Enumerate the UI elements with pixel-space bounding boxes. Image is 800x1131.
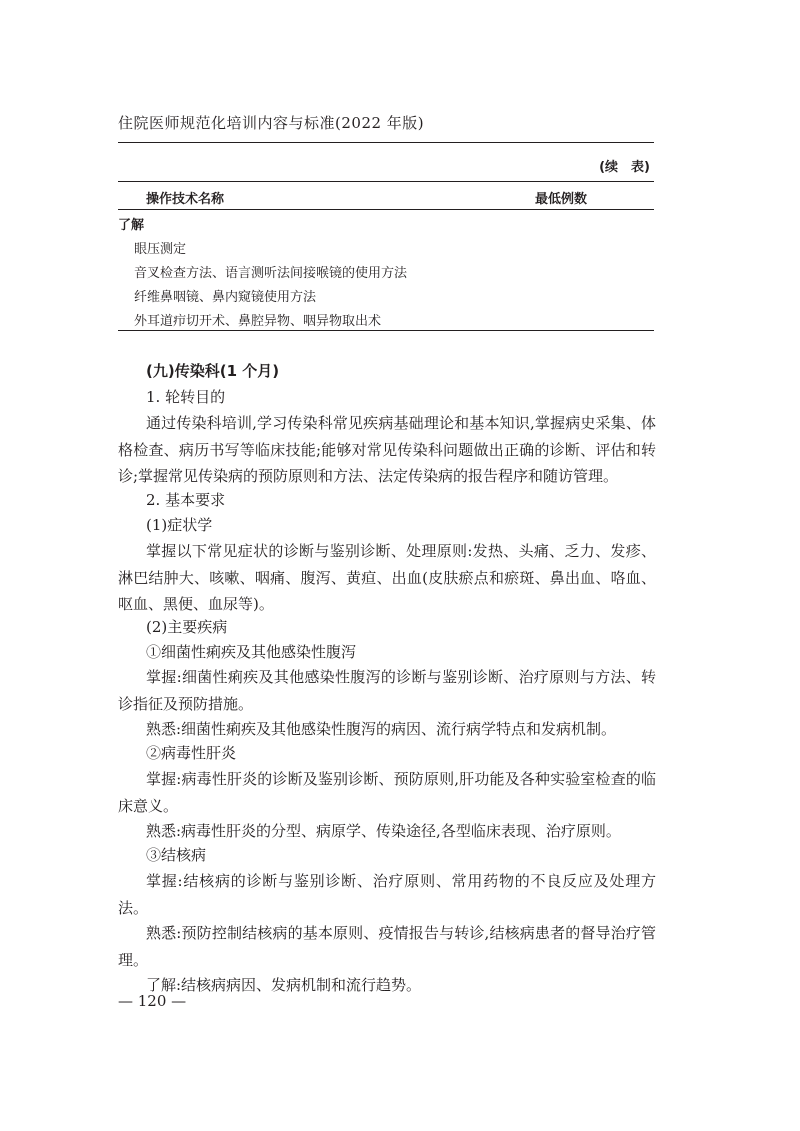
table-continued-label: (续 表) xyxy=(599,160,650,175)
disease-heading: (2)主要疾病 xyxy=(146,618,228,636)
table-row: 纤维鼻咽镜、鼻内窥镜使用方法 xyxy=(134,290,317,305)
running-header: 住院医师规范化培训内容与标准(2022 年版) xyxy=(118,114,425,132)
table-category: 了解 xyxy=(118,218,145,233)
page-number: — 120 — xyxy=(118,992,187,1010)
disease-2-master: 掌握:病毒性肝炎的诊断及鉴别诊断、预防原则,肝功能及各种实验室检查的临床意义。 xyxy=(118,770,656,815)
table-header-rule xyxy=(118,209,654,210)
symptom-heading: (1)症状学 xyxy=(146,516,213,534)
disease-2-familiar: 熟悉:病毒性肝炎的分型、病原学、传染途径,各型临床表现、治疗原则。 xyxy=(146,822,621,840)
table-header-name: 操作技术名称 xyxy=(146,192,225,207)
disease-2-title: ②病毒性肝炎 xyxy=(146,744,237,762)
disease-3-master: 掌握:结核病的诊断与鉴别诊断、治疗原则、常用药物的不良反应及处理方法。 xyxy=(118,872,656,917)
header-rule xyxy=(118,142,654,143)
table-bottom-rule xyxy=(118,330,654,331)
disease-3-familiar: 熟悉:预防控制结核病的基本原则、疫情报告与转诊,结核病患者的督导治疗管理。 xyxy=(118,924,656,969)
disease-1-title: ①细菌性痢疾及其他感染性腹泻 xyxy=(146,643,357,661)
disease-3-title: ③结核病 xyxy=(146,846,207,864)
section-title: (九)传染科(1 个月) xyxy=(146,362,280,380)
goal-heading: 1. 轮转目的 xyxy=(146,388,226,406)
table-row: 外耳道疖切开术、鼻腔异物、咽异物取出术 xyxy=(134,314,382,329)
table-row: 音叉检查方法、语言测听法间接喉镜的使用方法 xyxy=(134,266,408,281)
table-top-rule xyxy=(118,181,654,182)
disease-1-master: 掌握:细菌性痢疾及其他感染性腹泻的诊断与鉴别诊断、治疗原则与方法、转诊指征及预防措施。 xyxy=(118,668,656,713)
goal-paragraph: 通过传染科培训,学习传染科常见疾病基础理论和基本知识,掌握病史采集、体格检查、病历书写等临床技能;能够对常见传染科问题做出正确的诊断、评估和转诊;掌握常见传染病的预防原则和方法、法定传染病的报告程序和随访管理。 xyxy=(118,414,656,485)
table-row: 眼压测定 xyxy=(134,242,187,257)
requirements-heading: 2. 基本要求 xyxy=(146,491,226,509)
symptom-paragraph: 掌握以下常见症状的诊断与鉴别诊断、处理原则:发热、头痛、乏力、发疹、淋巴结肿大、咳嗽、咽痛、腹泻、黄疸、出血(皮肤瘀点和瘀斑、鼻出血、咯血、呕血、黑便、血尿等)。 xyxy=(118,542,656,613)
disease-1-familiar: 熟悉:细菌性痢疾及其他感染性腹泻的病因、流行病学特点和发病机制。 xyxy=(146,720,617,738)
disease-3-understand: 了解:结核病病因、发病机制和流行趋势。 xyxy=(146,976,422,994)
table-header-min: 最低例数 xyxy=(535,192,588,207)
